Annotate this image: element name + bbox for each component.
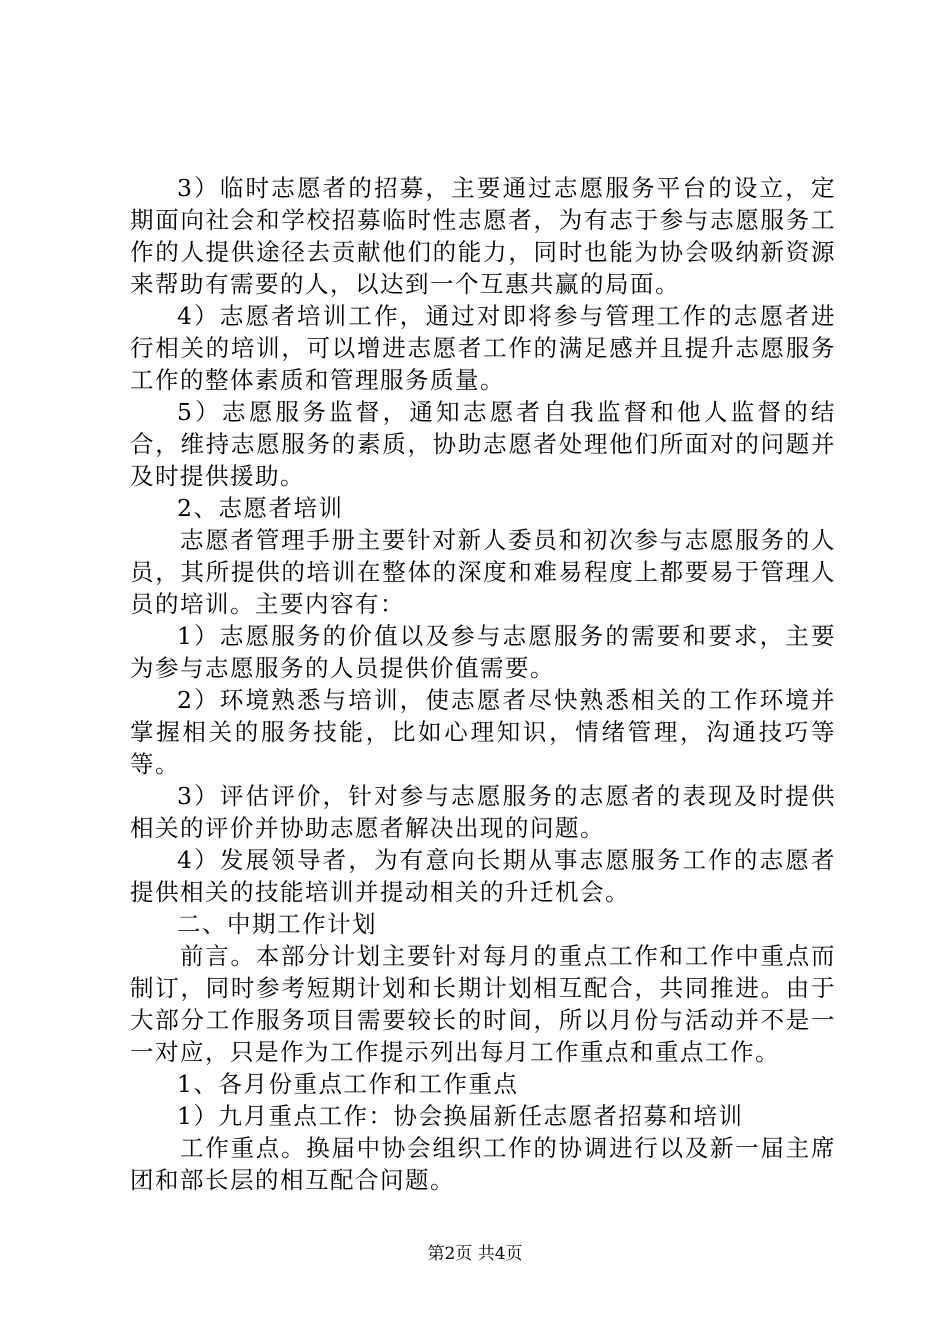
paragraph-work-focus: 工作重点。换届中协会组织工作的协调进行以及新一届主席团和部长层的相互配合问题。 <box>130 1134 836 1194</box>
paragraph-volunteer-supervision: 5）志愿服务监督，通知志愿者自我监督和他人监督的结合，维持志愿服务的素质，协助志愿者处理他们所面对的问题并及时提供援助。 <box>130 398 836 490</box>
paragraph-evaluation: 3）评估评价，针对参与志愿服务的志愿者的表现及时提供相关的评价并协助志愿者解决出现的问题。 <box>130 782 836 842</box>
section-heading-monthly-focus: 1、各月份重点工作和工作重点 <box>177 1070 519 1098</box>
paragraph-service-value: 1）志愿服务的价值以及参与志愿服务的需要和要求，主要为参与志愿服务的人员提供价值需要。 <box>130 622 836 682</box>
paragraph-leader-development: 4）发展领导者，为有意向长期从事志愿服务工作的志愿者提供相关的技能培训并提动相关的升迁机会。 <box>130 846 836 906</box>
paragraph-training-manual: 志愿者管理手册主要针对新人委员和初次参与志愿服务的人员，其所提供的培训在整体的深度和难易程度上都要易于管理人员的培训。主要内容有： <box>130 526 836 618</box>
section-heading-september: 1）九月重点工作：协会换届新任志愿者招募和培训 <box>177 1102 744 1130</box>
document-body <box>130 172 836 1196</box>
paragraph-temp-volunteer-recruitment: 3）临时志愿者的招募，主要通过志愿服务平台的设立，定期面向社会和学校招募临时性志愿者，为有志于参与志愿服务工作的人提供途径去贡献他们的能力，同时也能为协会吸纳新资源来帮助有需要的人，以达到一个互惠共赢的局面。 <box>130 174 836 298</box>
paragraph-environment-training: 2）环境熟悉与培训，使志愿者尽快熟悉相关的工作环境并掌握相关的服务技能，比如心理知识，情绪管理，沟通技巧等等。 <box>130 686 836 778</box>
section-heading-volunteer-training: 2、志愿者培训 <box>177 494 344 522</box>
section-heading-mid-term-plan: 二、中期工作计划 <box>177 910 377 938</box>
page-footer: 第2页 共4页 <box>427 1244 523 1264</box>
paragraph-volunteer-training-work: 4）志愿者培训工作，通过对即将参与管理工作的志愿者进行相关的培训，可以增进志愿者工作的满足感并且提升志愿服务工作的整体素质和管理服务质量。 <box>130 302 836 394</box>
paragraph-preface: 前言。本部分计划主要针对每月的重点工作和工作中重点而制订，同时参考短期计划和长期计划相互配合，共同推进。由于大部分工作服务项目需要较长的时间，所以月份与活动并不是一一对应，只是作为工作提示列出每月工作重点和重点工作。 <box>130 942 836 1066</box>
